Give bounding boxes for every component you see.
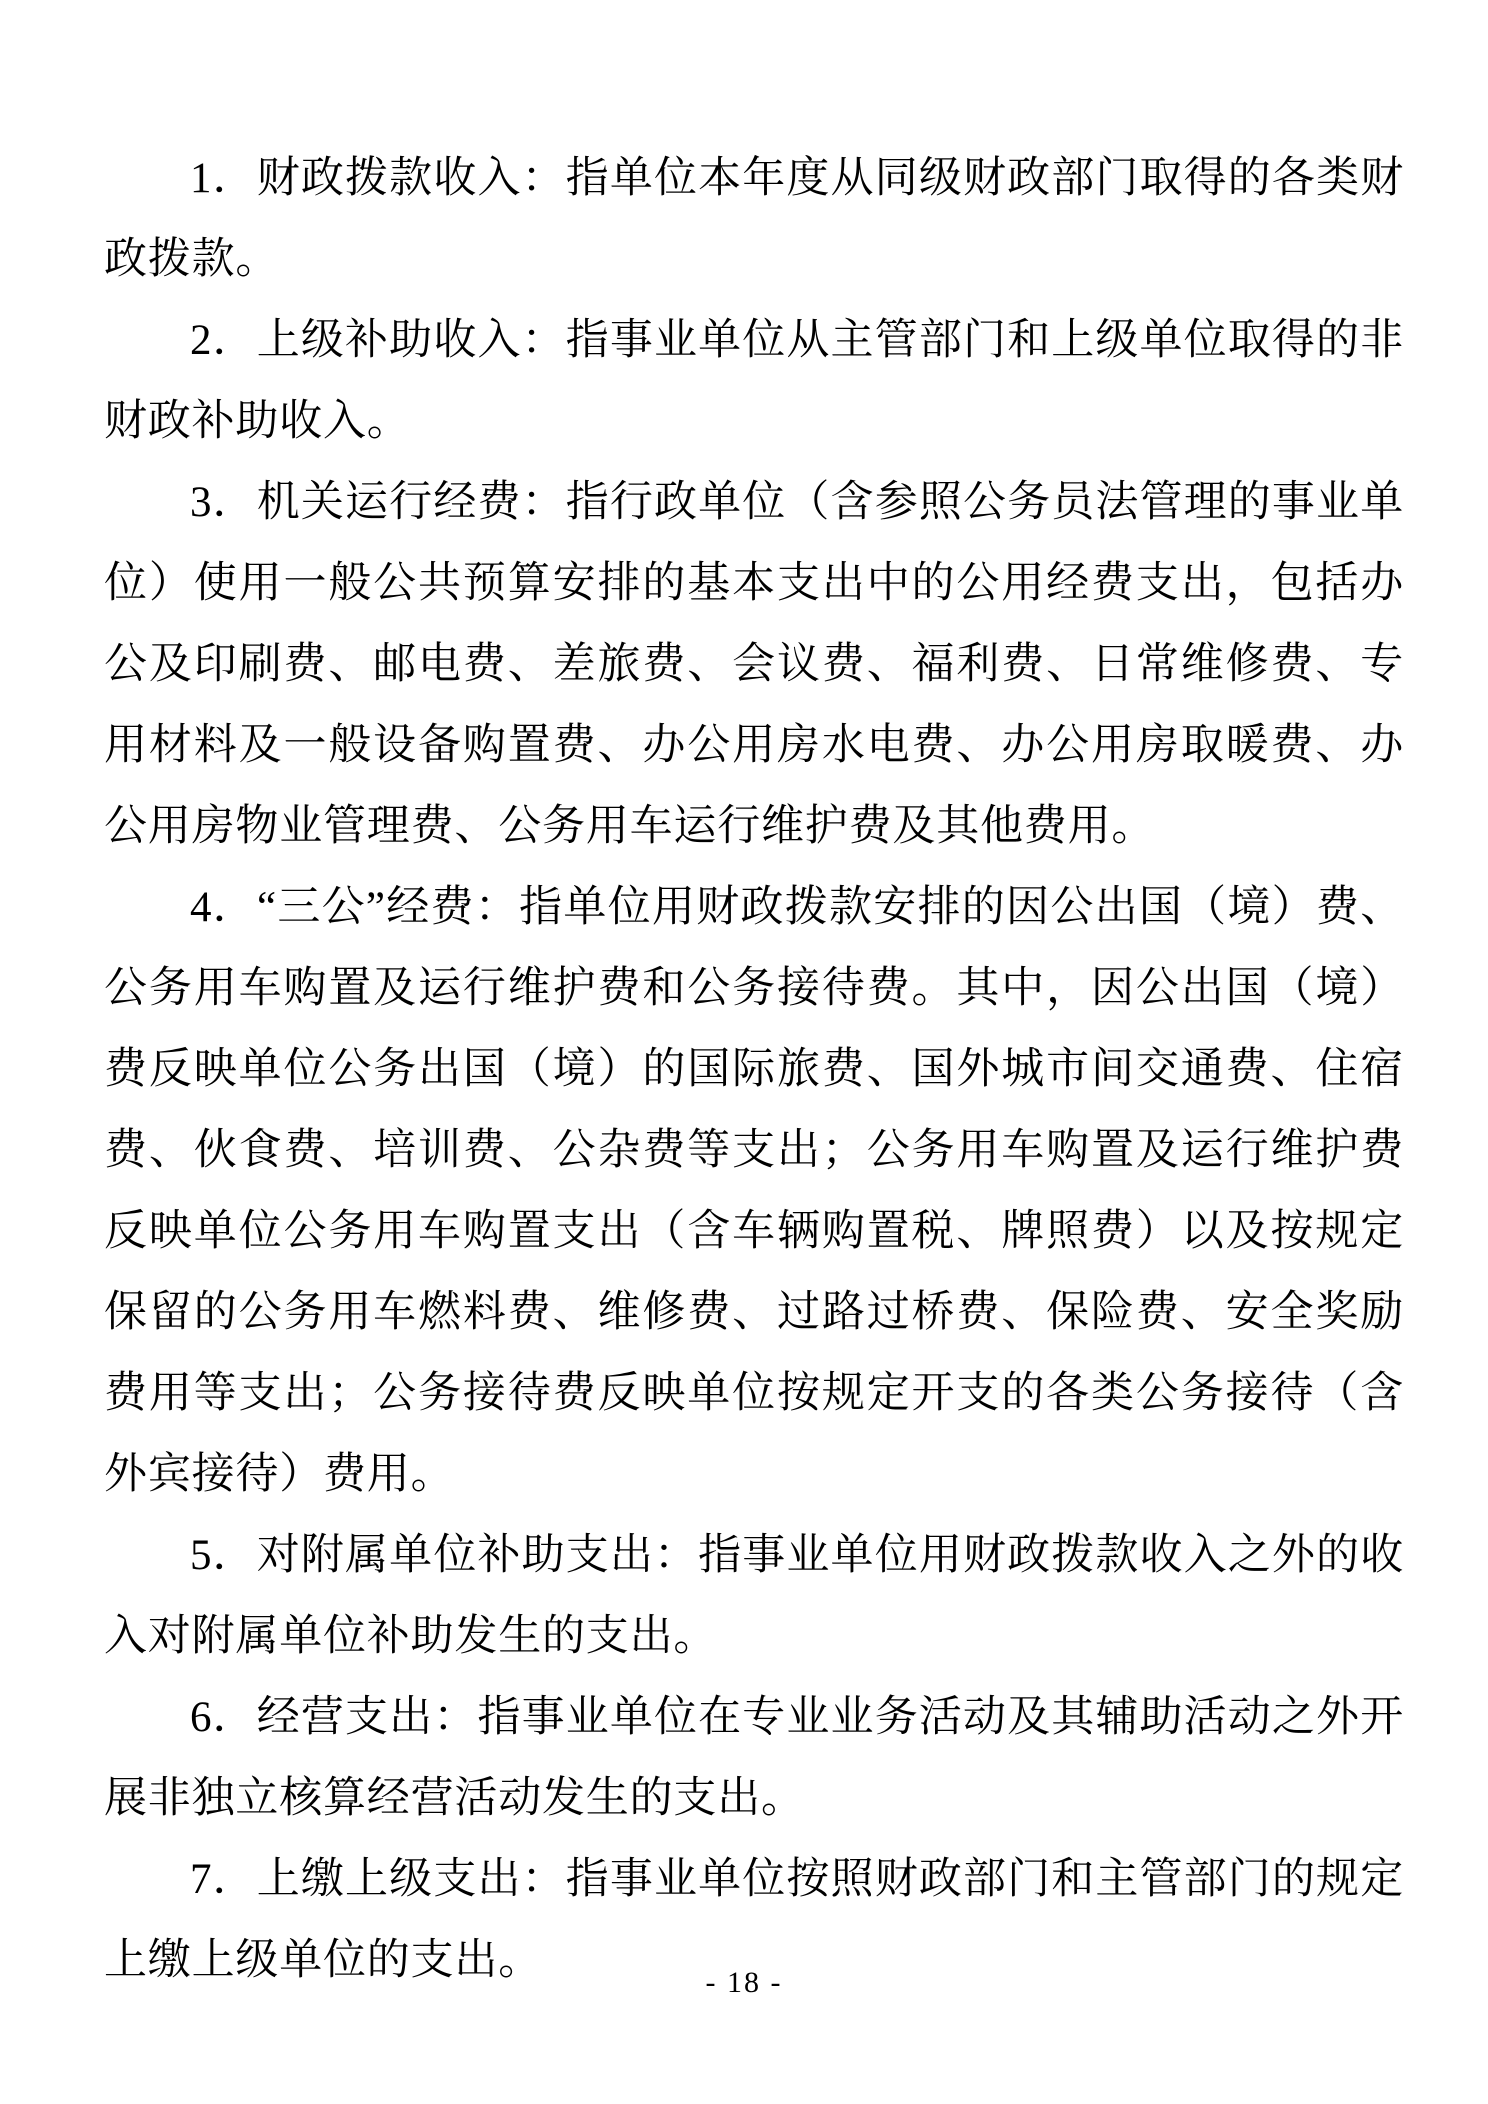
page-number: - 18 - — [705, 1966, 783, 1999]
paragraph-1-fiscal-appropriation-income: 1．财政拨款收入：指单位本年度从同级财政部门取得的各类财政拨款。 — [104, 155, 1404, 283]
paragraph-6-operating-expenditure: 6．经营支出：指事业单位在专业业务活动及其辅助活动之外开展非独立核算经营活动发生的支出。 — [104, 1694, 1404, 1822]
paragraph-2-superior-subsidy-income: 2．上级补助收入：指事业单位从主管部门和上级单位取得的非财政补助收入。 — [104, 317, 1404, 445]
paragraph-3-agency-operating-expenses: 3．机关运行经费：指行政单位（含参照公务员法管理的事业单位）使用一般公共预算安排的基本支出中的公用经费支出，包括办公及印刷费、邮电费、差旅费、会议费、福利费、日常维修费、专用材料及一般设备购置费、办公用房水电费、办公用房取暖费、办公用房物业管理费、公务用车运行维护费及其他费用。 — [104, 479, 1404, 850]
paragraph-7-payment-to-superior-units: 7．上缴上级支出：指事业单位按照财政部门和主管部门的规定上缴上级单位的支出。 — [104, 1856, 1404, 1984]
paragraph-5-subsidy-to-affiliated-units: 5．对附属单位补助支出：指事业单位用财政拨款收入之外的收入对附属单位补助发生的支出。 — [104, 1532, 1404, 1660]
document-body — [104, 138, 1404, 2001]
paragraph-4-three-public-expenses: 4．“三公”经费：指单位用财政拨款安排的因公出国（境）费、公务用车购置及运行维护费和公务接待费。其中，因公出国（境）费反映单位公务出国（境）的国际旅费、国外城市间交通费、住宿费、伙食费、培训费、公杂费等支出；公务用车购置及运行维护费反映单位公务用车购置支出（含车辆购置税、牌照费）以及按规定保留的公务用车燃料费、维修费、过路过桥费、保险费、安全奖励费用等支出；公务接待费反映单位按规定开支的各类公务接待（含外宾接待）费用。 — [104, 884, 1404, 1498]
